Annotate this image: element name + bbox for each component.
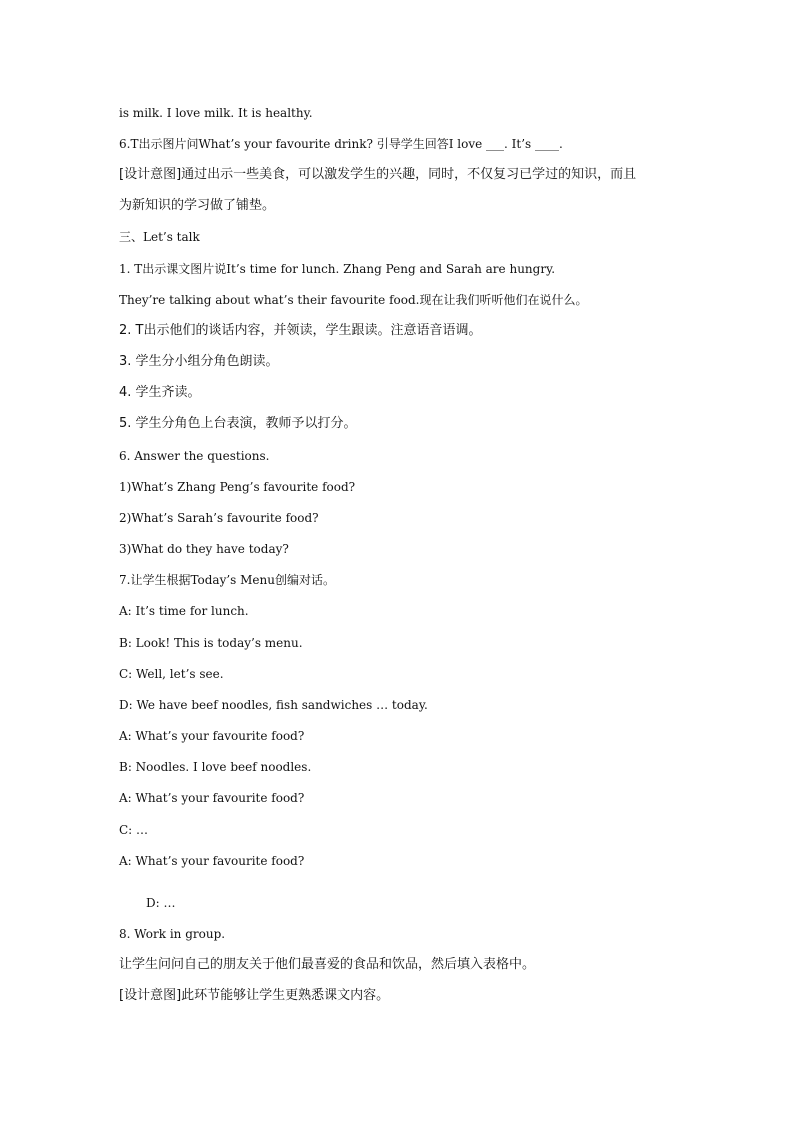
- text-line: 1)What’s Zhang Peng’s favourite food?: [119, 480, 356, 494]
- text-line: 2)What’s Sarah’s favourite food?: [119, 511, 319, 525]
- text-line: 7.让学生根据Today’s Menu创编对话。: [119, 573, 335, 587]
- text-line: [设计意图]通过出示一些美食，可以激发学生的兴趣，同时，不仅复习已学过的知识，而且: [119, 167, 637, 182]
- text-line: [设计意图]此环节能够让学生更熟悉课文内容。: [119, 988, 390, 1003]
- dialogue-line: A: It’s time for lunch.: [119, 604, 249, 618]
- dialogue-line: D: …: [146, 896, 176, 910]
- section-heading: 三、Let’s talk: [119, 230, 200, 244]
- text-line: 4. 学生齐读。: [119, 385, 201, 400]
- text-line: 为新知识的学习做了铺垫。: [119, 198, 276, 213]
- text-line: 3)What do they have today?: [119, 542, 289, 556]
- text-line: 2. T出示他们的谈话内容，并领读，学生跟读。注意语音语调。: [119, 323, 482, 338]
- dialogue-line: D: We have beef noodles, fish sandwiches … today.: [119, 698, 428, 712]
- text-line: 8. Work in group.: [119, 927, 226, 941]
- text-line: They’re talking about what’s their favourite food.现在让我们听听他们在说什么。: [119, 293, 588, 307]
- dialogue-line: A: What’s your favourite food?: [119, 854, 305, 868]
- dialogue-line: C: …: [119, 823, 149, 837]
- dialogue-line: C: Well, let’s see.: [119, 667, 224, 681]
- dialogue-line: A: What’s your favourite food?: [119, 729, 305, 743]
- dialogue-line: B: Noodles. I love beef noodles.: [119, 760, 312, 774]
- text-line: 让学生问问自己的朋友关于他们最喜爱的食品和饮品，然后填入表格中。: [119, 957, 536, 972]
- text-line: is milk. I love milk. It is healthy.: [119, 106, 313, 120]
- text-line: 6.T出示图片问What’s your favourite drink? 引导学生回答I love ___. It’s ____.: [119, 137, 563, 151]
- dialogue-line: A: What’s your favourite food?: [119, 791, 305, 805]
- text-line: 1. T出示课文图片说It’s time for lunch. Zhang Peng and Sarah are hungry.: [119, 262, 556, 276]
- text-line: 3. 学生分小组分角色朗读。: [119, 354, 279, 369]
- dialogue-line: B: Look! This is today’s menu.: [119, 636, 303, 650]
- text-line: 6. Answer the questions.: [119, 449, 270, 463]
- text-line: 5. 学生分角色上台表演，教师予以打分。: [119, 416, 357, 431]
